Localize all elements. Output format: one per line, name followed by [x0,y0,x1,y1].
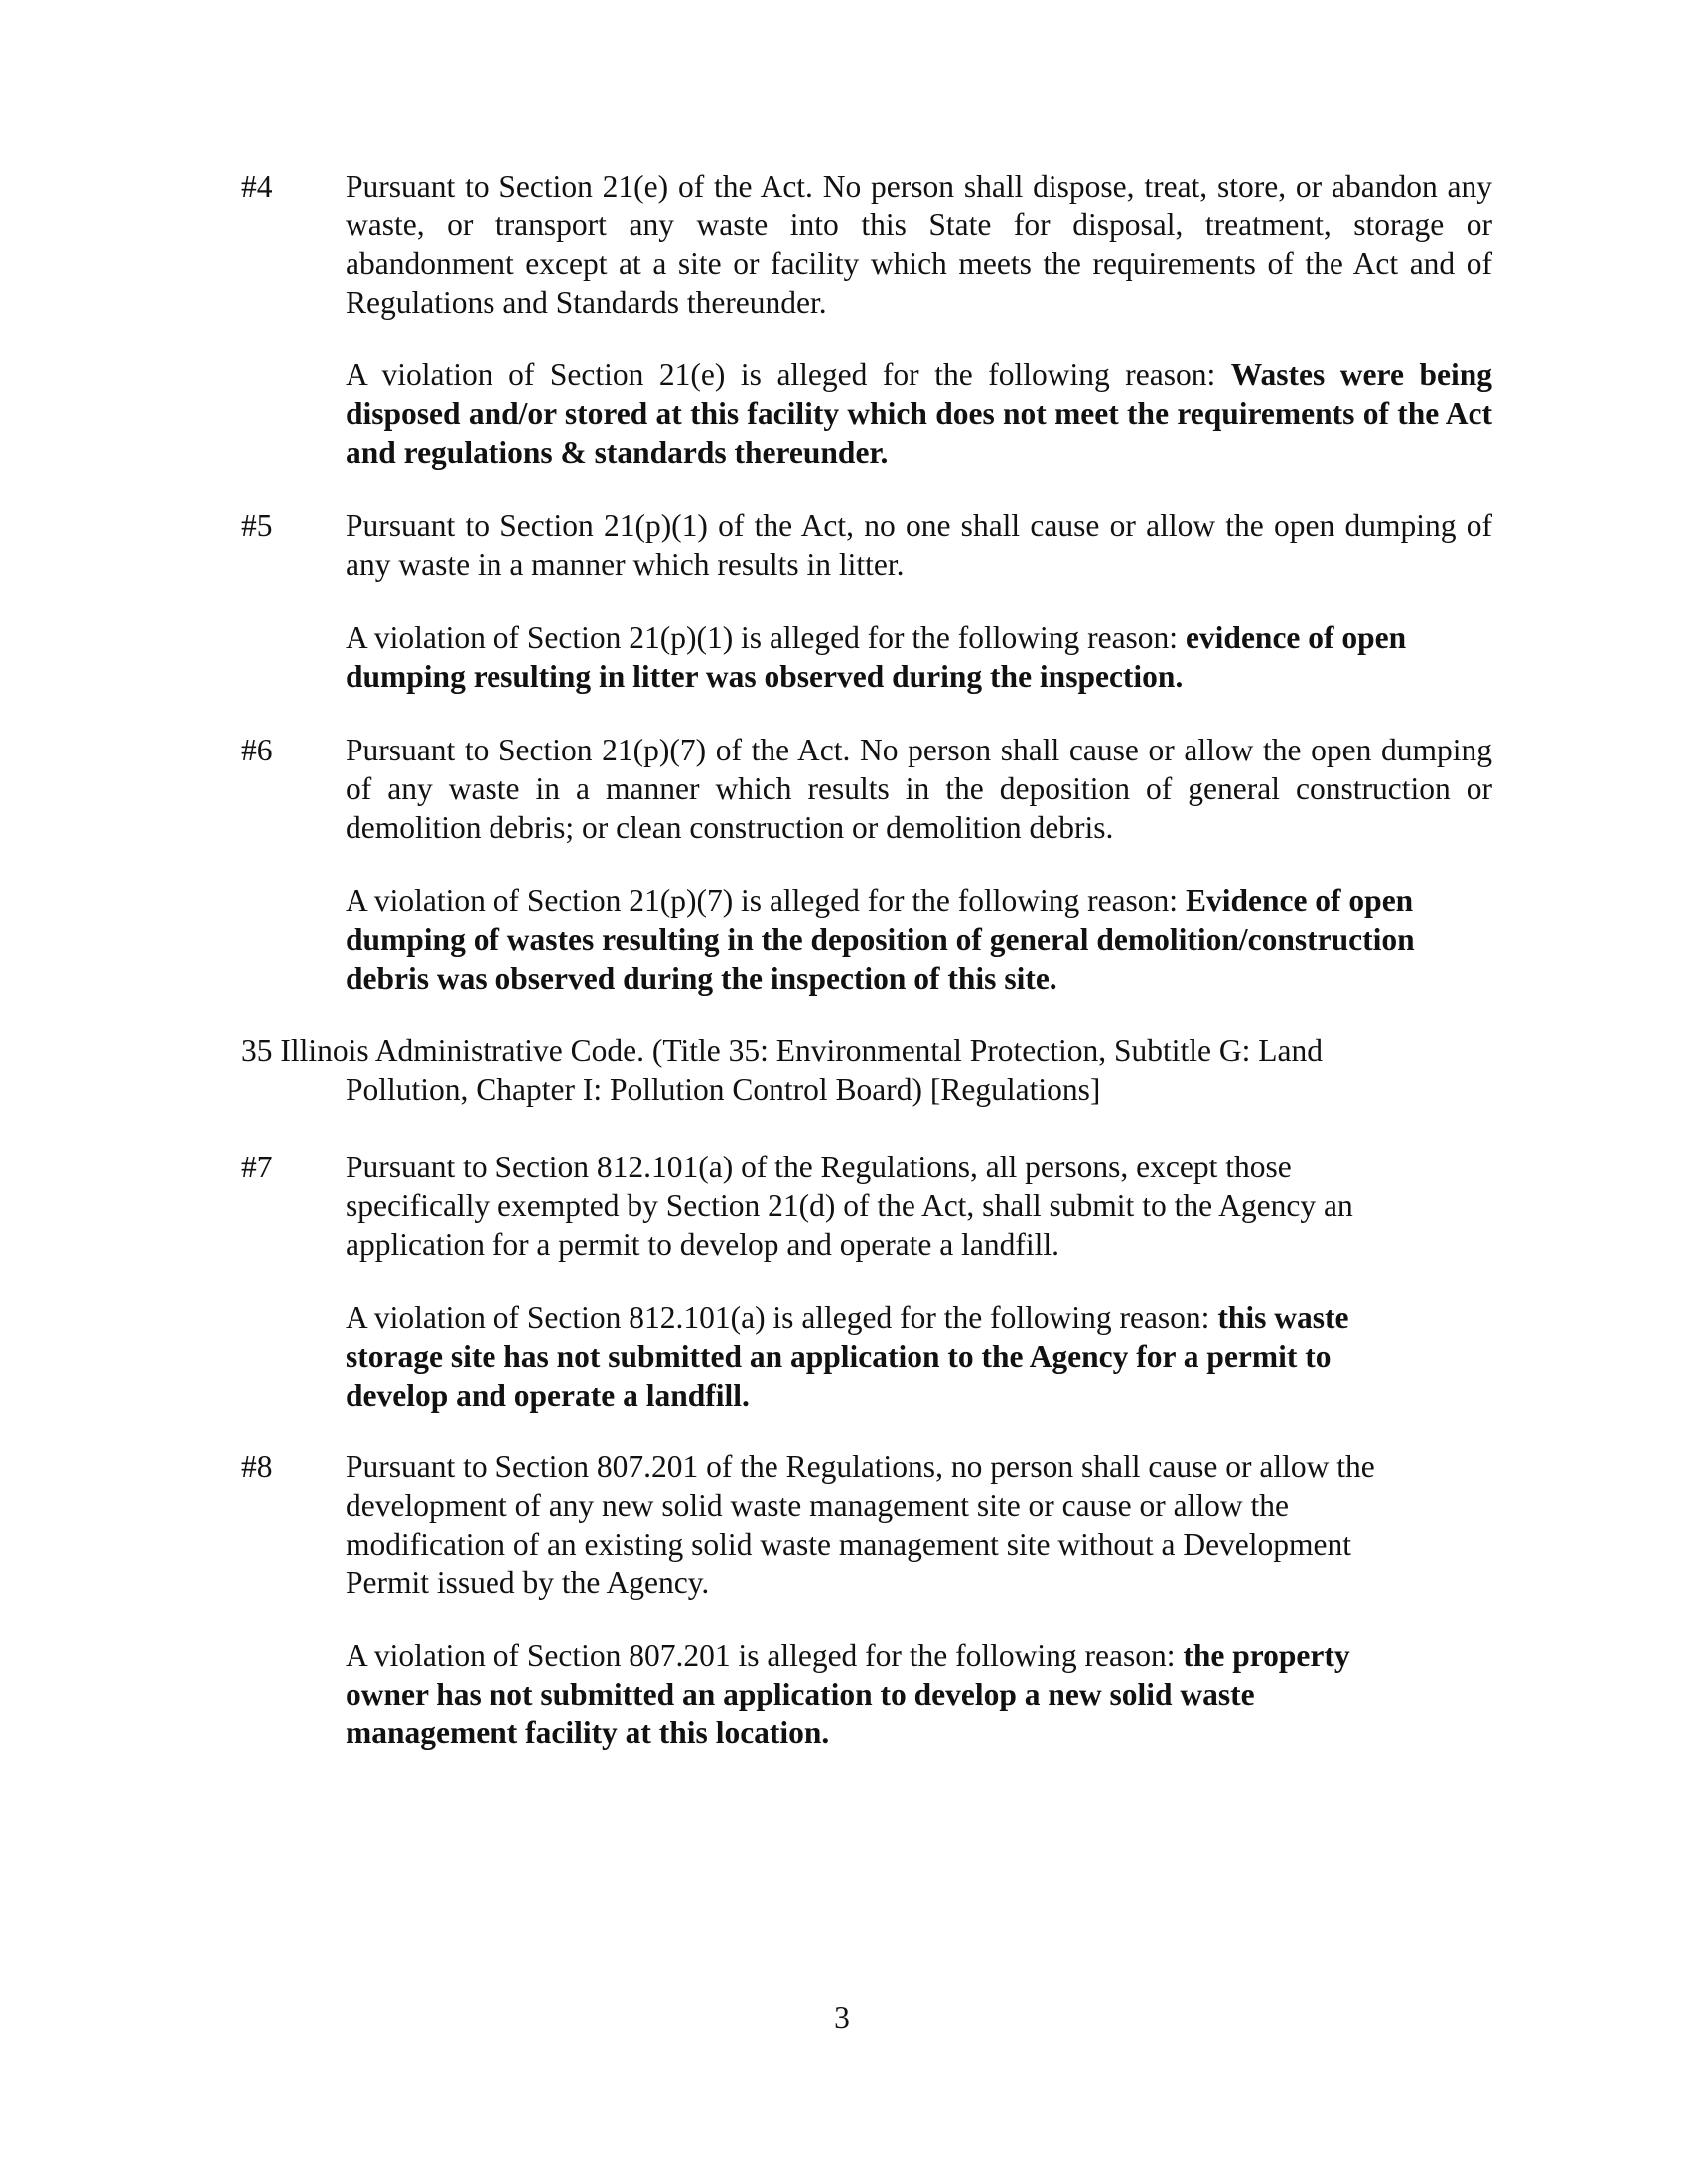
item-number: #4 [241,169,273,204]
violation-reason: the property owner has not submitted an application to develop a new solid waste management facility at this location. [346,1638,1350,1750]
violation-statement [346,882,1492,998]
section-text: Pursuant to Section 812.101(a) of the Regulations, all persons, except those specifically exempted by Section 21(d) of the Act, shall submit to the Agency an application for a permit to develop and operate a landfill. [346,1150,1353,1262]
violation-reason: this waste storage site has not submitted an application to the Agency for a permit to develop and operate a landfill. [346,1300,1349,1413]
section-text: Pursuant to Section 21(p)(7) of the Act. No person shall cause or allow the open dumping of any waste in a manner which results in the deposition of general construction or demolition debris; or clean construction or demolition debris. [346,733,1492,845]
violation-reason: Wastes were being disposed and/or stored at this facility which does not meet the requirements of the Act and regulations & standards thereunder. [346,357,1492,470]
violation-statement [346,1636,1408,1752]
regulations-heading-line-2: Pollution, Chapter I: Pollution Control Board) [Regulations] [346,1072,1101,1107]
item-number: #7 [241,1150,273,1184]
violation-prefix: A violation of Section 21(p)(1) is alleged for the following reason: [346,620,1186,655]
item-number: #5 [241,508,273,543]
regulations-heading [241,1031,1492,1109]
section-text: Pursuant to Section 21(p)(1) of the Act, no one shall cause or allow the open dumping of any waste in a manner which results in litter. [346,508,1492,582]
violation-statement [346,618,1492,696]
item-number: #6 [241,733,273,767]
violation-prefix: A violation of Section 807.201 is alleged for the following reason: [346,1638,1184,1673]
section-text: Pursuant to Section 807.201 of the Regulations, no person shall cause or allow the development of any new solid waste management site or cause or allow the modification of an existing solid waste management site without a Development Permit issued by the Agency. [346,1449,1375,1600]
violation-statement [346,355,1492,472]
item-number: #8 [241,1449,273,1484]
violation-prefix: A violation of Section 21(e) is alleged for the following reason: [346,357,1231,392]
violation-statement [346,1298,1398,1415]
violation-reason: Evidence of open dumping of wastes resulting in the deposition of general demolition/construction debris was observed during the inspection of this site. [346,884,1415,996]
violation-reason: evidence of open dumping resulting in litter was observed during the inspection. [346,620,1407,694]
page-number: 3 [834,2000,850,2035]
violation-prefix: A violation of Section 21(p)(7) is alleged for the following reason: [346,884,1186,918]
section-text: Pursuant to Section 21(e) of the Act. No person shall dispose, treat, store, or abandon any waste, or transport any waste into this State for disposal, treatment, storage or abandonment except at a site or facility which meets the requirements of the Act and of Regulations and Standards thereunder. [346,169,1492,320]
violation-prefix: A violation of Section 812.101(a) is alleged for the following reason: [346,1300,1218,1335]
regulations-heading-line-1: 35 Illinois Administrative Code. (Title 35: Environmental Protection, Subtitle G: Land [241,1033,1323,1068]
